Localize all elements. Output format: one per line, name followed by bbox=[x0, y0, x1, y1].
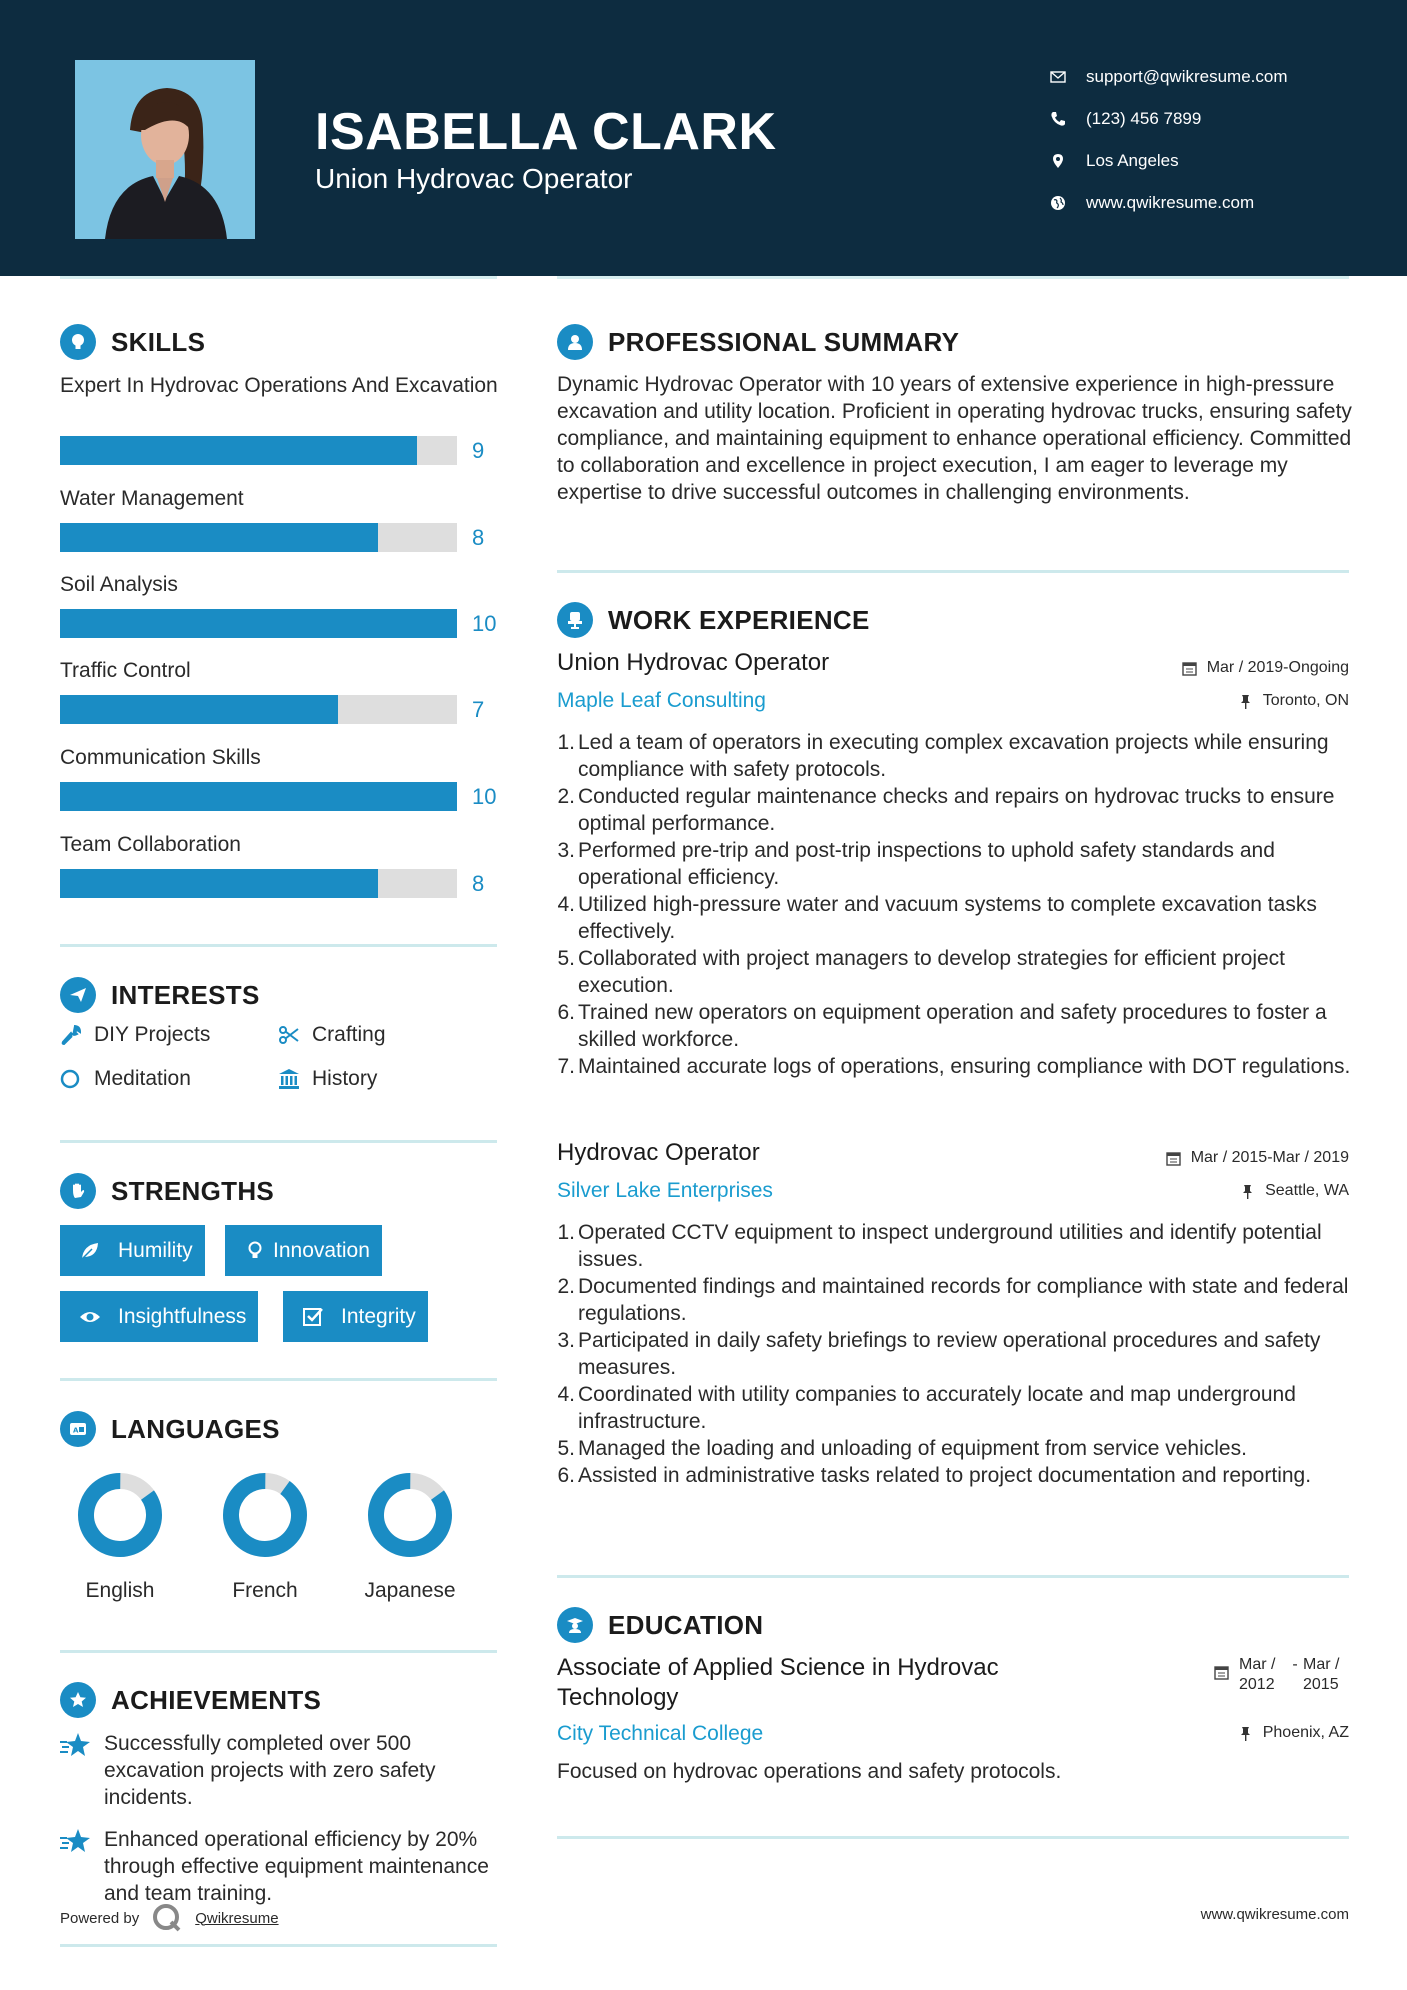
briefcase-chair-icon bbox=[557, 602, 593, 638]
list-item: 3. Performed pre-trip and post-trip inspections to uphold safety standards and operational efficiency. bbox=[557, 839, 1275, 889]
language-item bbox=[60, 1472, 180, 1603]
experience-heading: WORK EXPERIENCE bbox=[557, 602, 870, 638]
section-divider bbox=[60, 1378, 497, 1381]
list-item: 4. Coordinated with utility companies to accurately locate and map underground infrastructure. bbox=[557, 1383, 1296, 1433]
user-icon bbox=[557, 324, 593, 360]
lightbulb-icon bbox=[237, 1240, 273, 1262]
skill-name: Team Collaboration bbox=[60, 833, 241, 856]
skill-name: Traffic Control bbox=[60, 659, 191, 682]
skill-name: Soil Analysis bbox=[60, 573, 178, 596]
achievement-item bbox=[60, 1826, 500, 1907]
interest-label: Crafting bbox=[312, 1023, 386, 1046]
eye-icon bbox=[72, 1306, 108, 1328]
skill-bar-fill bbox=[60, 609, 457, 638]
calendar-icon bbox=[1166, 1151, 1181, 1166]
skill-item bbox=[60, 744, 500, 809]
school-name[interactable]: City Technical College bbox=[557, 1722, 764, 1745]
education-start: Mar / 2012 bbox=[1239, 1656, 1276, 1693]
strength-tag bbox=[225, 1225, 382, 1276]
powered-label: Powered by bbox=[60, 1909, 140, 1927]
job-location: Seattle, WA bbox=[1240, 1182, 1349, 1200]
list-item: 1. Led a team of operators in executing complex excavation projects while ensuring compliance with safety protocols. bbox=[557, 731, 1329, 781]
lightbulb-icon bbox=[60, 324, 96, 360]
skill-item bbox=[60, 485, 500, 550]
list-item: 2. Conducted regular maintenance checks and repairs on hydrovac trucks to ensure optimal performance. bbox=[557, 785, 1335, 835]
list-item: 7. Maintained accurate logs of operations, ensuring compliance with DOT regulations. bbox=[557, 1055, 1351, 1078]
list-item: 1. Operated CCTV equipment to inspect underground utilities and identify potential issues. bbox=[557, 1221, 1322, 1271]
skill-value: 8 bbox=[472, 525, 485, 550]
language-item bbox=[205, 1472, 325, 1603]
check-square-icon bbox=[295, 1306, 331, 1328]
skill-item bbox=[60, 831, 500, 896]
education-heading: EDUCATION bbox=[557, 1607, 763, 1643]
contact-phone[interactable] bbox=[1050, 98, 1390, 140]
pushpin-icon bbox=[1238, 1726, 1253, 1741]
museum-icon bbox=[278, 1068, 312, 1090]
skills-heading: SKILLS bbox=[60, 324, 205, 360]
job-title: Union Hydrovac Operator bbox=[557, 649, 830, 676]
skill-bar-fill bbox=[60, 695, 338, 724]
skill-bar bbox=[60, 782, 457, 811]
company-name[interactable]: Silver Lake Enterprises bbox=[557, 1179, 773, 1202]
wrench-icon bbox=[60, 1024, 94, 1046]
envelope-icon bbox=[1050, 69, 1086, 85]
skill-bar-fill bbox=[60, 782, 457, 811]
education-end: Mar / 2015 bbox=[1303, 1656, 1340, 1693]
strength-tag bbox=[283, 1291, 428, 1342]
profile-photo bbox=[75, 60, 255, 239]
contact-location-text: Los Angeles bbox=[1086, 151, 1179, 170]
language-ring bbox=[77, 1472, 163, 1558]
degree-title: Associate of Applied Science in Hydrovac Technology bbox=[557, 1654, 999, 1711]
skill-bar-fill bbox=[60, 436, 417, 465]
job-location: Toronto, ON bbox=[1238, 692, 1349, 710]
qwikresume-logo-icon bbox=[151, 1902, 183, 1934]
education-location: Phoenix, AZ bbox=[1238, 1724, 1349, 1742]
calendar-icon bbox=[1214, 1665, 1229, 1680]
summary-text: Dynamic Hydrovac Operator with 10 years of extensive experience in high-pressure excavation and utility location. Proficient in operating hydrovac trucks, ensuring safety compliance, and maintaining equipment to enhance operational efficiency. Committed to collaboration and excellence in project execution, I am eager to leverage my expertise to drive successful outcomes in challenging environments. bbox=[557, 373, 1352, 504]
phone-icon bbox=[1050, 111, 1086, 127]
language-name: English bbox=[85, 1579, 155, 1602]
header-divider-left bbox=[60, 276, 497, 279]
pushpin-icon bbox=[1238, 694, 1253, 709]
contact-email[interactable] bbox=[1050, 56, 1390, 98]
contact-location bbox=[1050, 140, 1390, 182]
pushpin-icon bbox=[1240, 1184, 1255, 1199]
globe-icon bbox=[1050, 195, 1086, 211]
skill-item bbox=[60, 657, 500, 722]
skill-value: 9 bbox=[472, 438, 485, 463]
section-divider bbox=[60, 944, 497, 947]
section-divider bbox=[557, 570, 1349, 573]
candidate-name: ISABELLA CLARK bbox=[315, 103, 777, 161]
contact-website[interactable] bbox=[1050, 182, 1390, 224]
list-item: 6. Assisted in administrative tasks related to project documentation and reporting. bbox=[557, 1464, 1312, 1487]
education-dates: Mar / 2012 - Mar / 2015 bbox=[1214, 1655, 1349, 1695]
languages-heading: A LANGUAGES bbox=[60, 1411, 280, 1447]
language-card-icon bbox=[60, 1411, 96, 1447]
company-name[interactable]: Maple Leaf Consulting bbox=[557, 689, 766, 712]
skill-bar bbox=[60, 436, 457, 465]
interest-item bbox=[278, 1023, 386, 1047]
candidate-title: Union Hydrovac Operator bbox=[315, 163, 633, 194]
skill-bar bbox=[60, 609, 457, 638]
brand-link[interactable]: Qwikresume bbox=[195, 1909, 279, 1927]
contact-website-text: www.qwikresume.com bbox=[1086, 193, 1255, 212]
strength-tag bbox=[60, 1291, 258, 1342]
interest-label: History bbox=[312, 1067, 378, 1090]
language-name: French bbox=[232, 1579, 298, 1602]
section-divider bbox=[60, 1944, 497, 1947]
skill-bar bbox=[60, 695, 457, 724]
interests-heading: INTERESTS bbox=[60, 977, 260, 1013]
list-item: 2. Documented findings and maintained records for compliance with state and federal regulations. bbox=[557, 1275, 1349, 1325]
skill-bar bbox=[60, 869, 457, 898]
skill-name: Water Management bbox=[60, 487, 244, 510]
hand-icon bbox=[60, 1173, 96, 1209]
skill-value: 7 bbox=[472, 697, 485, 722]
job-responsibilities bbox=[553, 1219, 1353, 1489]
skill-name: Communication Skills bbox=[60, 746, 261, 769]
list-item: 5. Collaborated with project managers to develop strategies for efficient project execution. bbox=[557, 947, 1285, 997]
graduate-icon bbox=[557, 1607, 593, 1643]
list-item: 3. Participated in daily safety briefings to review operational procedures and safety measures. bbox=[557, 1329, 1321, 1379]
strength-tag bbox=[60, 1225, 205, 1276]
leaf-icon bbox=[72, 1240, 108, 1262]
section-divider bbox=[60, 1650, 497, 1653]
skill-value: 10 bbox=[472, 784, 497, 809]
language-item bbox=[350, 1472, 470, 1603]
skill-name: Expert In Hydrovac Operations And Excavation bbox=[60, 374, 498, 397]
paper-plane-icon bbox=[60, 977, 96, 1013]
language-ring bbox=[222, 1472, 308, 1558]
achievements-heading: ACHIEVEMENTS bbox=[60, 1682, 321, 1718]
summary-heading: PROFESSIONAL SUMMARY bbox=[557, 324, 959, 360]
job-title: Hydrovac Operator bbox=[557, 1139, 760, 1166]
interest-item bbox=[60, 1067, 191, 1091]
scissors-icon bbox=[278, 1024, 312, 1046]
achievement-text: Enhanced operational efficiency by 20% through effective equipment maintenance and team training. bbox=[104, 1828, 489, 1905]
star-badge-icon bbox=[60, 1682, 96, 1718]
skill-value: 10 bbox=[472, 611, 497, 636]
strength-label: Humility bbox=[118, 1238, 193, 1262]
star-icon bbox=[60, 1730, 104, 1811]
header-divider-right bbox=[557, 276, 1349, 279]
interest-label: DIY Projects bbox=[94, 1023, 211, 1046]
education-description: Focused on hydrovac operations and safety protocols. bbox=[557, 1760, 1062, 1783]
strength-label: Innovation bbox=[273, 1238, 370, 1262]
skill-bar-fill bbox=[60, 869, 378, 898]
contact-phone-text: (123) 456 7899 bbox=[1086, 109, 1202, 128]
circle-icon bbox=[60, 1068, 94, 1090]
section-divider bbox=[557, 1575, 1349, 1578]
footer-website[interactable]: www.qwikresume.com bbox=[1200, 1906, 1349, 1923]
achievement-text: Successfully completed over 500 excavation projects with zero safety incidents. bbox=[104, 1732, 436, 1809]
skill-value: 8 bbox=[472, 871, 485, 896]
job-dates: Mar / 2019-Ongoing bbox=[1182, 659, 1349, 677]
contact-list bbox=[1050, 56, 1390, 224]
strength-label: Integrity bbox=[341, 1304, 416, 1328]
star-icon bbox=[60, 1826, 104, 1907]
interest-label: Meditation bbox=[94, 1067, 191, 1090]
interest-item bbox=[278, 1067, 377, 1091]
list-item: 4. Utilized high-pressure water and vacuum systems to complete excavation tasks effectively. bbox=[557, 893, 1317, 943]
list-item: 5. Managed the loading and unloading of equipment from service vehicles. bbox=[557, 1437, 1247, 1460]
interest-item bbox=[60, 1023, 210, 1047]
skill-bar bbox=[60, 523, 457, 552]
section-divider bbox=[60, 1140, 497, 1143]
skill-item bbox=[60, 372, 500, 463]
calendar-icon bbox=[1182, 661, 1197, 676]
strengths-heading: STRENGTHS bbox=[60, 1173, 274, 1209]
svg-text:A: A bbox=[73, 1426, 79, 1435]
list-item: 6. Trained new operators on equipment operation and safety procedures to foster a skilled workforce. bbox=[557, 1001, 1327, 1051]
language-name: Japanese bbox=[364, 1579, 456, 1602]
section-divider bbox=[557, 1836, 1349, 1839]
job-responsibilities bbox=[553, 729, 1353, 1080]
skill-item bbox=[60, 571, 500, 636]
language-ring bbox=[367, 1472, 453, 1558]
job-dates: Mar / 2015-Mar / 2019 bbox=[1166, 1149, 1349, 1167]
resume-header bbox=[0, 0, 1407, 276]
achievement-item bbox=[60, 1730, 500, 1811]
map-pin-icon bbox=[1050, 153, 1086, 169]
strength-label: Insightfulness bbox=[118, 1304, 247, 1328]
skill-bar-fill bbox=[60, 523, 378, 552]
contact-email-text: support@qwikresume.com bbox=[1086, 67, 1288, 86]
powered-by bbox=[60, 1902, 279, 1934]
